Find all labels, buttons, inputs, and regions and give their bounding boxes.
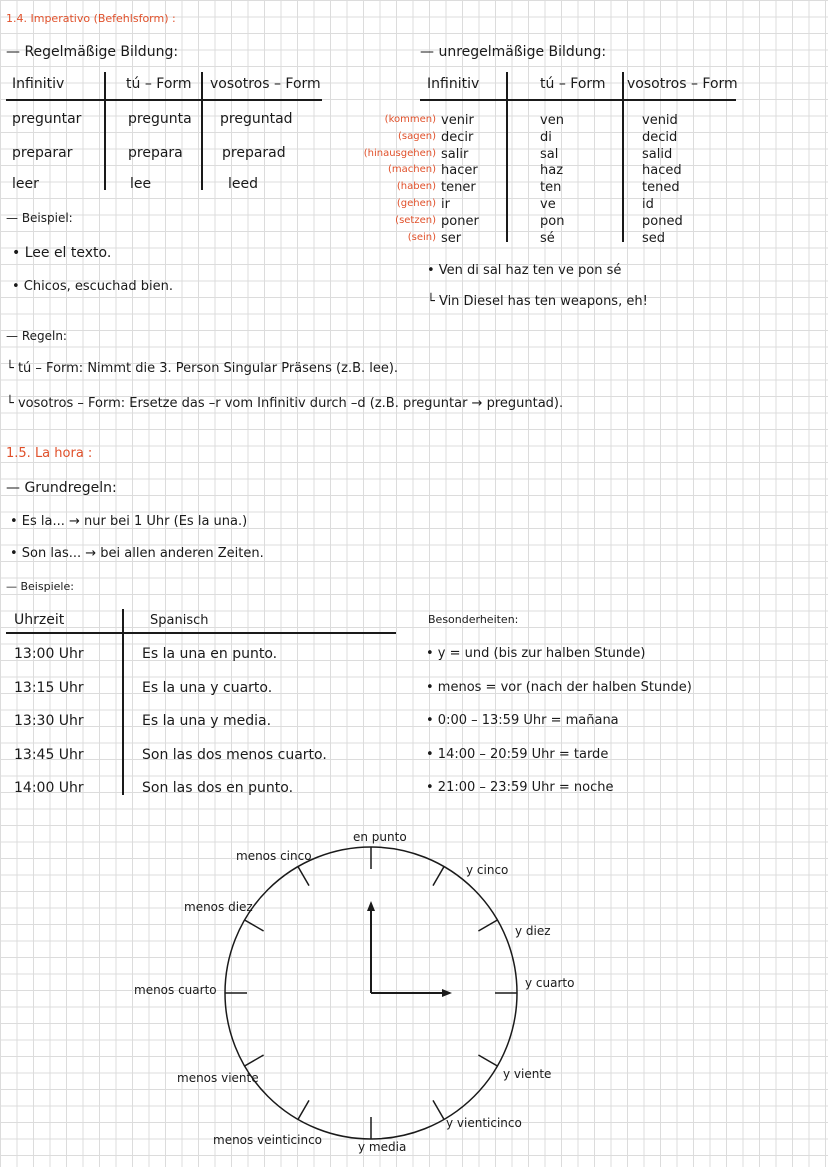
clock-minute-hand-arrow: [367, 901, 375, 911]
time-cell-uhrzeit: 13:30 Uhr: [14, 713, 84, 729]
clock-label-y-cinco: y cinco: [466, 863, 509, 877]
besonderheit-item: • 21:00 – 23:59 Uhr = noche: [426, 780, 614, 795]
time-cell-spanisch: Es la una y media.: [142, 713, 272, 729]
irregular-infinitiv: venir: [441, 113, 474, 128]
clock-label-menos-veinticinco: menos veinticinco: [213, 1133, 323, 1147]
regel-2: └ vosotros – Form: Ersetze das –r vom Infinitiv durch –d (z.B. preguntar → preguntad).: [6, 396, 564, 411]
regular-cell: lee: [130, 176, 152, 192]
irregular-tu: ven: [540, 113, 564, 128]
irregular-infinitiv: hacer: [441, 163, 478, 179]
grundregeln-title: — Grundregeln:: [6, 480, 117, 496]
time-header-uhrzeit: Uhrzeit: [14, 612, 65, 628]
irregular-header-infinitiv: Infinitiv: [427, 76, 480, 92]
besonderheiten-title: Besonderheiten:: [428, 613, 519, 626]
mnemonic-2: └ Vin Diesel has ten weapons, eh!: [427, 294, 648, 309]
irregular-vos: tened: [642, 180, 680, 196]
irregular-infinitiv: ir: [441, 197, 450, 212]
clock-label-menos-cinco: menos cinco: [236, 849, 312, 863]
besonderheit-item: • y = und (bis zur halben Stunde): [426, 646, 646, 661]
beispiel-2: • Chicos, escuchad bien.: [12, 279, 173, 294]
regular-header-infinitiv: Infinitiv: [12, 76, 65, 92]
besonderheit-item: • 14:00 – 20:59 Uhr = tarde: [426, 746, 609, 762]
clock-label-menos-cuarto: menos cuarto: [134, 983, 217, 997]
irregular-vos: venid: [642, 113, 678, 128]
irregular-tu: di: [540, 129, 552, 145]
regular-cell: pregunta: [128, 111, 192, 127]
irregular-vos: decid: [642, 129, 678, 145]
clock-tick: [298, 867, 309, 886]
regular-header-vosotros: vosotros – Form: [210, 76, 321, 92]
irregular-infinitiv: tener: [441, 180, 476, 196]
irregular-header-tu: tú – Form: [540, 76, 606, 92]
regular-cell: prepara: [128, 145, 183, 161]
irregular-tu: ten: [540, 180, 562, 196]
irregular-note: (setzen): [395, 214, 436, 226]
clock-label-y-viente: y viente: [503, 1067, 552, 1081]
regeln-title: — Regeln:: [6, 329, 67, 343]
irregular-tu: haz: [540, 163, 564, 179]
irregular-note: (gehen): [396, 198, 436, 209]
time-cell-spanisch: Son las dos menos cuarto.: [142, 746, 327, 763]
besonderheit-item: • menos = vor (nach der halben Stunde): [426, 679, 692, 695]
time-cell-uhrzeit: 13:00 Uhr: [14, 646, 84, 662]
clock-label-y-media: y media: [358, 1140, 407, 1154]
regular-cell: preparar: [12, 145, 73, 161]
section-heading-imperativo: 1.4. Imperativo (Befehlsform) :: [6, 12, 176, 25]
regular-header-tu: tú – Form: [126, 76, 192, 92]
regular-cell: leer: [12, 176, 39, 192]
regel-1: └ tú – Form: Nimmt die 3. Person Singular Präsens (z.B. lee).: [6, 361, 399, 376]
irregular-vos: poned: [642, 213, 683, 229]
clock-label-en-punto: en punto: [353, 830, 407, 844]
irregular-tu: pon: [540, 213, 565, 229]
time-header-spanisch: Spanisch: [150, 613, 209, 628]
irregular-note: (sein): [407, 231, 436, 243]
regular-cell: preguntar: [12, 111, 82, 127]
clock-label-y-diez: y diez: [515, 924, 551, 938]
irregular-header-vosotros: vosotros – Form: [627, 76, 738, 92]
section-heading-hora: 1.5. La hora :: [6, 446, 93, 461]
irregular-tu: ve: [540, 197, 556, 212]
clock-tick: [433, 867, 444, 886]
clock-label-y-vienticinco: y vienticinco: [446, 1116, 522, 1130]
irregular-tu: sal: [540, 146, 559, 162]
beispiel-title: — Beispiel:: [6, 211, 73, 225]
regular-cell: preguntad: [220, 111, 293, 127]
clock-tick: [245, 1055, 264, 1066]
clock-tick: [245, 920, 264, 931]
clock-label-menos-diez: menos diez: [184, 900, 253, 914]
besonderheit-item: • 0:00 – 13:59 Uhr = mañana: [426, 713, 619, 728]
grundregel-1: • Es la... → nur bei 1 Uhr (Es la una.): [10, 514, 248, 529]
time-cell-spanisch: Son las dos en punto.: [142, 780, 294, 796]
time-cell-uhrzeit: 14:00 Uhr: [14, 780, 84, 796]
time-cell-spanisch: Es la una en punto.: [142, 646, 278, 662]
clock-label-menos-viente: menos viente: [177, 1071, 259, 1085]
clock-label-y-cuarto: y cuarto: [525, 976, 575, 990]
irregular-infinitiv: ser: [441, 230, 462, 246]
time-cell-spanisch: Es la una y cuarto.: [142, 679, 273, 696]
irregular-vos: id: [642, 197, 654, 212]
irregular-vos: haced: [642, 163, 682, 179]
regular-title: — Regelmäßige Bildung:: [6, 44, 179, 60]
clock-tick: [478, 920, 497, 931]
beispiele-title: — Beispiele:: [6, 580, 74, 593]
clock-hour-hand-arrow: [442, 989, 452, 997]
clock-tick: [298, 1100, 309, 1119]
irregular-note: (sagen): [398, 130, 436, 142]
time-cell-uhrzeit: 13:15 Uhr: [14, 679, 84, 696]
irregular-infinitiv: decir: [441, 129, 474, 145]
regular-cell: preparad: [222, 145, 286, 161]
clock-tick: [478, 1055, 497, 1066]
irregular-title: — unregelmäßige Bildung:: [420, 44, 607, 60]
regular-cell: leed: [228, 176, 259, 192]
mnemonic-1: • Ven di sal haz ten ve pon sé: [427, 263, 622, 278]
irregular-note: (haben): [396, 181, 436, 193]
irregular-note: (hinausgehen): [363, 147, 436, 159]
irregular-vos: salid: [642, 146, 673, 162]
time-cell-uhrzeit: 13:45 Uhr: [14, 746, 84, 763]
clock-tick: [433, 1100, 444, 1119]
irregular-tu: sé: [540, 230, 555, 246]
irregular-infinitiv: poner: [441, 213, 479, 229]
irregular-note: (machen): [388, 164, 436, 176]
grundregel-2: • Son las... → bei allen anderen Zeiten.: [10, 546, 264, 561]
irregular-infinitiv: salir: [441, 146, 469, 162]
beispiel-1: • Lee el texto.: [12, 245, 112, 261]
irregular-vos: sed: [642, 230, 666, 246]
irregular-note: (kommen): [384, 114, 436, 125]
